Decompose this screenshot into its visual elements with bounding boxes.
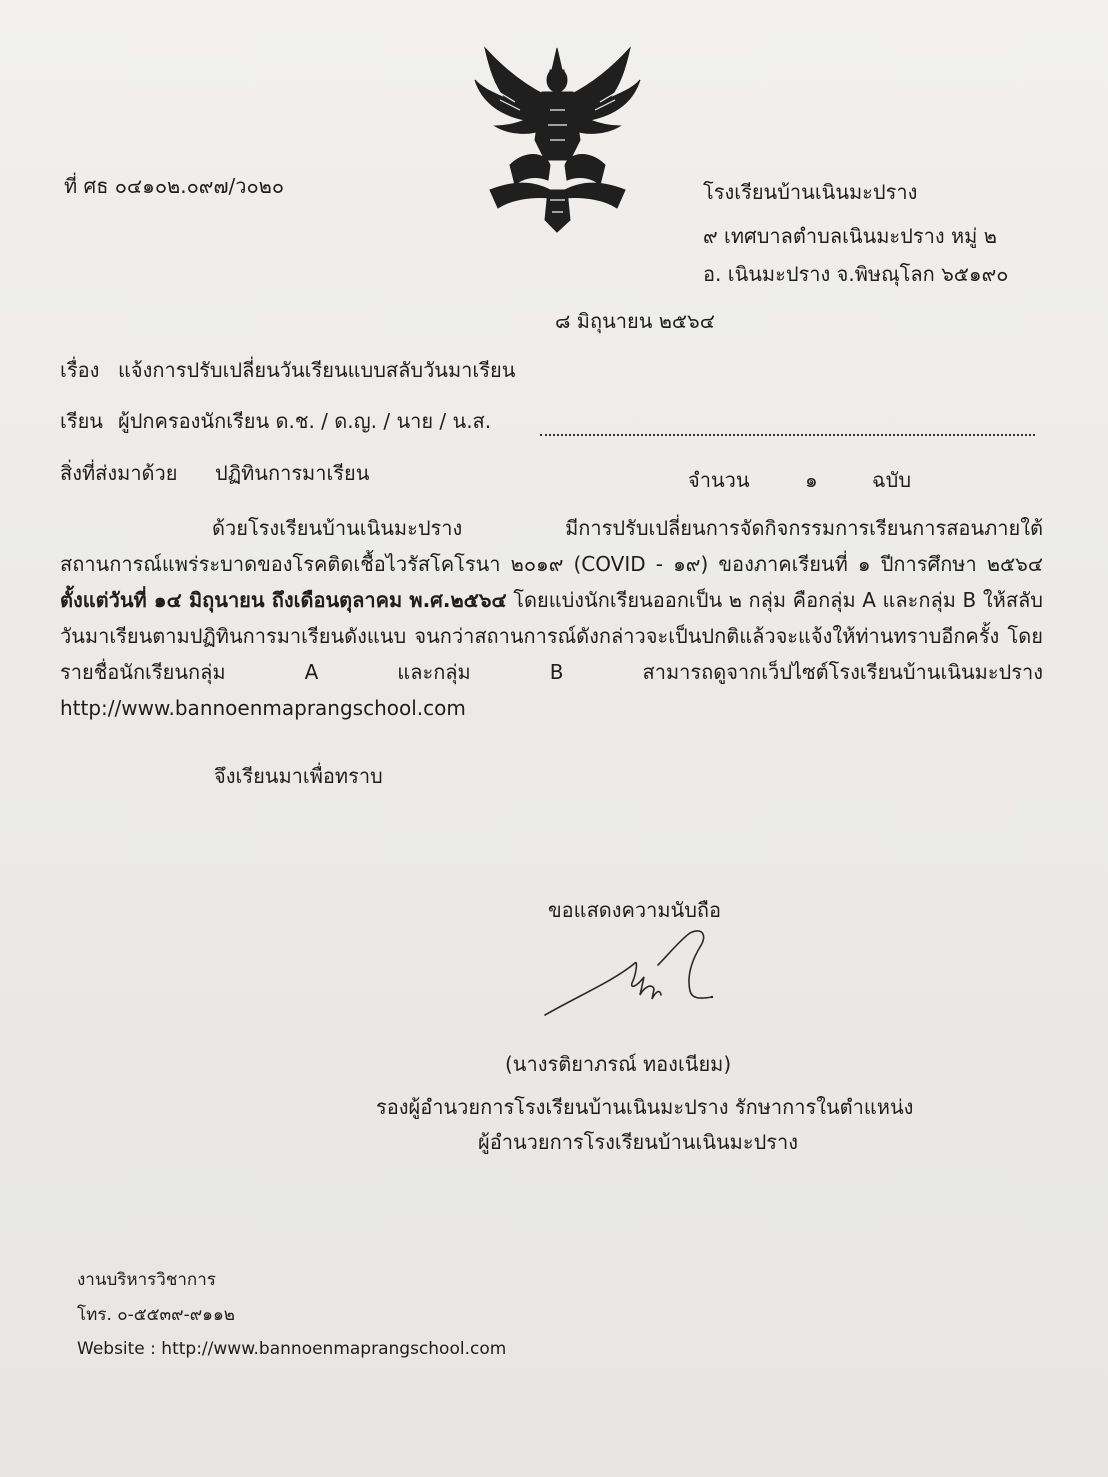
closing-salutation: ขอแสดงความนับถือ <box>548 898 722 922</box>
body-text-part-2: โดยแบ่งนักเรียนออกเป็น ๒ กลุ่ม คือกลุ่ม A และกลุ่ม B ให้สลับวันมาเรียนตามปฏิทินการมาเรียนดังแนบ จนกว่าสถานการณ์ดังกล่าวจะเป็นปกติแล้วจะแจ้งให้ท่านทราบอีกครั้ง โดยรายชื่อนักเรียนกลุ่ม A และกลุ่ม B สามารถดูจากเว็ปไซต์โรงเรียนบ้านเนินมะปราง http://www.bannoenmaprangschool.com <box>60 588 1043 720</box>
garuda-emblem-icon <box>470 40 645 235</box>
closing-request: จึงเรียนมาเพื่อทราบ <box>214 764 383 788</box>
enclosure-text: ปฏิทินการมาเรียน <box>215 461 370 485</box>
sender-address-line-2: ๙ เทศบาลตำบลเนินมะปราง หมู่ ๒ <box>703 224 997 248</box>
sender-address-line-3: อ. เนินมะปราง จ.พิษณุโลก ๖๕๑๙๐ <box>703 262 1009 286</box>
enclosure-label: สิ่งที่ส่งมาด้วย <box>60 461 178 485</box>
body-text-part-1: ด้วยโรงเรียนบ้านเนินมะปราง มีการปรับเปลี่ยนการจัดกิจกรรมการเรียนการสอนภายใต้สถานการณ์แพร่ระบาดของโรคติดเชื้อไวรัสโคโรนา ๒๐๑๙ (COVID - ๑๙) ของภาคเรียนที่ ๑ ปีการศึกษา ๒๕๖๔ <box>60 516 1043 576</box>
handwritten-signature <box>540 925 720 1025</box>
subject-text: แจ้งการปรับเปลี่ยนวันเรียนแบบสลับวันมาเรียน <box>118 358 516 382</box>
signer-name: (นางรติยาภรณ์ ทองเนียม) <box>505 1052 732 1076</box>
signer-title-line-2: ผู้อำนวยการโรงเรียนบ้านเนินมะปราง <box>478 1130 799 1154</box>
reference-number: ที่ ศธ ๐๔๑๐๒.๐๙๗/ว๐๒๐ <box>64 174 285 198</box>
recipient-text: ผู้ปกครองนักเรียน ด.ช. / ด.ญ. / นาย / น.ส. <box>118 409 492 433</box>
footer-phone: โทร. ๐-๕๕๓๙-๙๑๑๒ <box>77 1305 235 1325</box>
quantity-value: ๑ <box>805 468 818 492</box>
quantity-unit: ฉบับ <box>872 468 912 492</box>
recipient-dotted-line <box>540 434 1035 436</box>
recipient-label: เรียน <box>60 409 103 433</box>
sender-address-line-1: โรงเรียนบ้านเนินมะปราง <box>703 180 918 204</box>
footer-website: Website : http://www.bannoenmaprangschool.com <box>77 1339 507 1359</box>
body-text-bold: ตั้งแต่วันที่ ๑๔ มิถุนายน ถึงเดือนตุลาคม พ.ศ.๒๕๖๔ <box>60 588 507 612</box>
footer-department: งานบริหารวิชาการ <box>77 1270 216 1290</box>
letter-date: ๘ มิถุนายน ๒๕๖๔ <box>555 309 715 333</box>
signer-title-line-1: รองผู้อำนวยการโรงเรียนบ้านเนินมะปราง รักษาการในตำแหน่ง <box>376 1095 914 1119</box>
subject-label: เรื่อง <box>60 358 100 382</box>
quantity-label: จำนวน <box>688 468 750 492</box>
body-paragraph <box>60 510 1043 726</box>
